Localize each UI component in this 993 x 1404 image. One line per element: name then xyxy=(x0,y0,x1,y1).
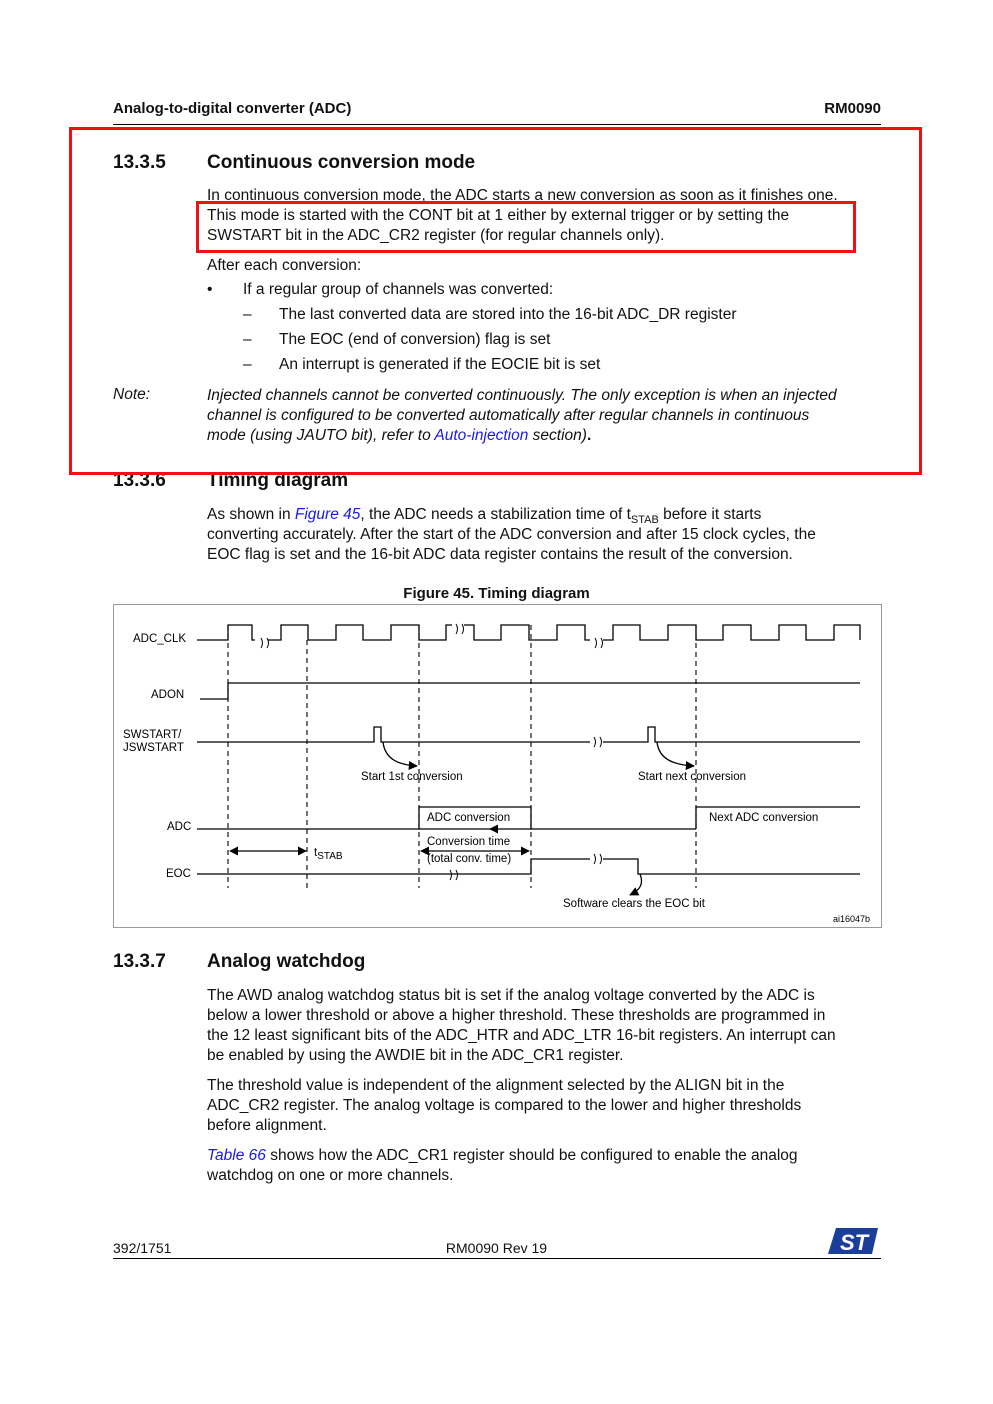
adc-clk-label: ADC_CLK xyxy=(133,633,187,645)
figure-id: ai16047b xyxy=(833,914,871,924)
section-number: 13.3.6 xyxy=(113,470,166,491)
total-conv-time-label: (total conv. time) xyxy=(427,853,512,865)
highlight-box-section xyxy=(69,127,922,475)
section-number: 13.3.5 xyxy=(113,152,166,173)
software-clears-label: Software clears the EOC bit xyxy=(563,898,705,910)
adc-conversion-label: ADC conversion xyxy=(427,812,511,824)
paragraph-line: ADC_CR2 register. The analog voltage is compared to the lower and higher thresholds xyxy=(207,1097,802,1114)
section-title: Timing diagram xyxy=(207,470,349,491)
jswstart-label: JSWSTART xyxy=(123,742,184,754)
paragraph-line: SWSTART bit in the ADC_CR2 register (for regular channels only). xyxy=(207,227,665,244)
dash-item: The last converted data are stored into the 16-bit ADC_DR register xyxy=(279,306,737,323)
dash-item: An interrupt is generated if the EOCIE bit is set xyxy=(279,356,601,373)
section-title: Continuous conversion mode xyxy=(207,152,476,173)
tstab-label xyxy=(314,847,343,862)
highlight-box-sentence xyxy=(196,201,856,253)
paragraph-line: converting accurately. After the start of the ADC conversion and after 15 clock cycles, the xyxy=(207,526,816,543)
paragraph-line: watchdog on one or more channels. xyxy=(207,1167,454,1184)
table-66-link[interactable]: Table 66 xyxy=(207,1147,266,1164)
adon-label: ADON xyxy=(151,689,185,701)
document-revision: RM0090 Rev 19 xyxy=(445,1240,548,1256)
paragraph-line: be enabled by using the AWDIE bit in the ADC_CR1 register. xyxy=(207,1047,624,1064)
text-run: shows how the ADC_CR1 register should be configured to enable the analog xyxy=(265,1147,798,1164)
text-run: before it starts xyxy=(658,506,762,523)
tstab-sub: STAB xyxy=(317,851,343,862)
text-run: As shown in xyxy=(207,506,295,523)
bullet-item: If a regular group of channels was converted: xyxy=(243,281,554,298)
next-adc-conversion-label: Next ADC conversion xyxy=(709,812,819,824)
paragraph-line: before alignment. xyxy=(207,1117,327,1134)
eoc-signal xyxy=(197,859,860,874)
paragraph-line: This mode is started with the CONT bit at 1 either by external trigger or by setting the xyxy=(207,207,790,224)
note-line: Injected channels cannot be converted continuously. The only exception is when an injected xyxy=(207,387,837,404)
swstart-signal xyxy=(197,727,860,742)
paragraph-line: EOC flag is set and the 16-bit ADC data register contains the result of the conversion. xyxy=(207,546,793,563)
swstart-label: SWSTART/ xyxy=(123,729,182,741)
note-period: . xyxy=(586,427,592,444)
paragraph: After each conversion: xyxy=(207,257,362,274)
bullet-marker: • xyxy=(207,281,213,298)
note-text: section) xyxy=(528,427,587,444)
adon-signal xyxy=(200,683,860,699)
running-header-title: Analog-to-digital converter (ADC) xyxy=(113,100,352,117)
paragraph-line xyxy=(207,1146,887,1166)
paragraph-line: The AWD analog watchdog status bit is set if the analog voltage converted by the ADC is xyxy=(207,987,815,1004)
text-run: , the ADC needs a stabilization time of t xyxy=(360,506,631,523)
st-logo-text: ST xyxy=(840,1230,869,1255)
section-number: 13.3.7 xyxy=(113,951,166,972)
eoc-label: EOC xyxy=(166,868,191,880)
tstab-t: t xyxy=(314,847,318,859)
running-header-docid: RM0090 xyxy=(824,100,881,117)
paragraph-line: The threshold value is independent of the alignment selected by the ALIGN bit in the xyxy=(207,1077,785,1094)
st-logo xyxy=(828,1228,878,1256)
section-title: Analog watchdog xyxy=(207,951,366,972)
paragraph-line: the 12 least significant bits of the ADC_HTR and ADC_LTR 16-bit registers. An interrupt can xyxy=(207,1027,836,1044)
auto-injection-link[interactable]: Auto-injection xyxy=(434,427,529,444)
dash-marker: – xyxy=(243,331,252,348)
note-label: Note: xyxy=(113,386,151,403)
note-line: channel is configured to be converted automatically after regular channels in continuous xyxy=(207,407,810,424)
dash-marker: – xyxy=(243,356,252,373)
start-next-conversion-label: Start next conversion xyxy=(638,771,747,783)
page-number: 392/1751 xyxy=(113,1240,172,1256)
paragraph-line: In continuous conversion mode, the ADC starts a new conversion as soon as it finishes one. xyxy=(207,187,838,204)
conversion-time-label: Conversion time xyxy=(427,836,511,848)
paragraph-line: below a lower threshold or above a higher threshold. These thresholds are programmed in xyxy=(207,1007,826,1024)
adc-clk-signal xyxy=(197,625,860,640)
note-text: mode (using JAUTO bit), refer to xyxy=(207,427,435,444)
footer-rule xyxy=(113,1258,881,1259)
dash-item: The EOC (end of conversion) flag is set xyxy=(279,331,551,348)
start-first-conversion-label: Start 1st conversion xyxy=(361,771,463,783)
adc-label: ADC xyxy=(167,821,192,833)
subscript: STAB xyxy=(630,514,659,527)
figure-caption: Figure 45. Timing diagram xyxy=(403,585,590,602)
dash-marker: – xyxy=(243,306,252,323)
figure-45-link[interactable]: Figure 45 xyxy=(294,506,361,523)
